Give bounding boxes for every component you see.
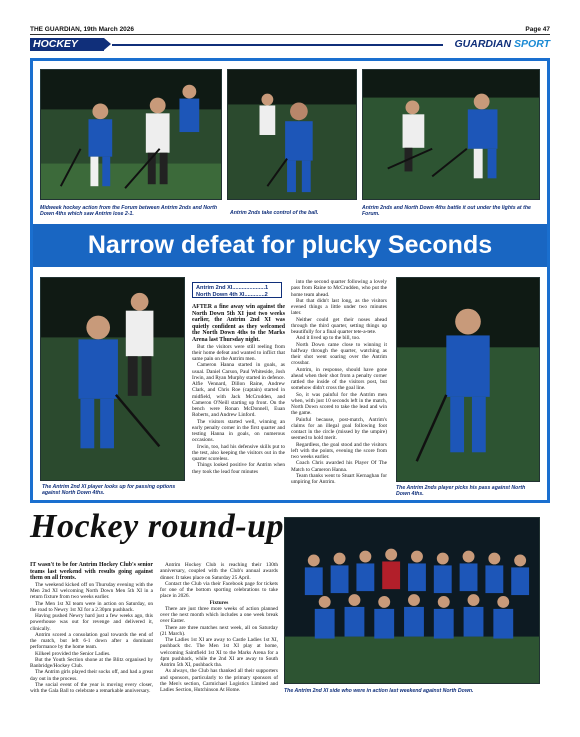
masthead-paper-date: THE GUARDIAN, 19th March 2026 [30, 26, 135, 33]
caption-battle-under-lights: Antrim 2nds and North Down 4ths battle it out under the lights at the Forum. [362, 205, 531, 218]
caption-team: The Antrim 2nd XI side who were in action last weekend against North Down. [284, 688, 474, 694]
roundup-paragraph: Having pushed Newry hard just a few weeks ago, this powerhouse was out for revenge and delivered it, clinically. [30, 613, 153, 632]
top-rule [30, 34, 550, 35]
roundup-paragraph: As always, the Club has thanked all their supporters and sponsors, particularly to the primary sponsors of the Men's section, Carmichael Logistics Limited and Ladies Section, Hutchinson At Home. [160, 668, 278, 693]
story-paragraph: North Down came close to winning it halfway through the quarter, watching as their shot went soaring over the Antrim crossbar. [291, 341, 387, 367]
main-headline: Narrow defeat for plucky Seconds [33, 224, 547, 267]
score-box [192, 282, 282, 298]
story-paragraph: The visitors started well, winning an early penalty corner in the first quarter and testing Hanna in goals, on numerous occasions. [192, 418, 285, 444]
story-paragraph: Irwin, too, had his defensive skills put to the test, also keeping the visitors out in the quarter scoreless. [192, 443, 285, 463]
roundup-paragraph: Contact the Club via their Facebook page for tickets for one of the bottom sporting celebrations to take place in 2026. [160, 580, 278, 600]
story-column-1 [192, 304, 285, 475]
section-tag-label: HOCKEY [33, 38, 78, 50]
story-paragraph: Antrim, in response, should have gone ahead when their shot from a penalty corner rattled the inside of the visitors post, but somehow didn't cross the goal line. [291, 366, 387, 392]
caption-ball-control: Antrim 2nds take control of the ball. [230, 210, 319, 216]
photo-ball-control [227, 69, 357, 200]
roundup-paragraph: The Antrim girls played their socks off, and had a great day out in the process. [30, 669, 153, 682]
story-paragraph: Team thanks went to Stuart Kernaghan for umpiring for Antrim. [291, 472, 387, 485]
score-away: North Down 4th XI.............2 [196, 291, 268, 298]
photo-battle-under-lights [362, 69, 540, 200]
story-paragraph: And it lived up to the bill, too. [296, 335, 361, 342]
roundup-paragraph: But the Youth Section shone at the Blitz organised by Banbridge/Hockey Club. [30, 656, 153, 670]
caption-looks-up-for-pass: The Antrim 2nd XI player looks up for passing options against North Down 4ths. [42, 484, 176, 497]
story-paragraph: But that didn't last long, as the visitors evened things a little under two minutes later. [291, 297, 387, 317]
story-lead: AFTER a fine away win against the North Down 5th XI just two weeks earlier, the Antrim 2nd XI was quietly confident as they welcomed the North Down 4ths to the Marks Arena last Thursday night. [192, 304, 285, 343]
photo-team [284, 517, 540, 684]
story-column-2 [291, 279, 387, 485]
fixtures-heading: Fixtures [209, 599, 229, 606]
roundup-title: Hockey round-up [30, 508, 284, 545]
roundup-paragraph: Kilkeel provided the Senior Ladies. [35, 650, 111, 657]
roundup-paragraph: The Ladies 1st XI are away to Castle Ladies 1st XI, pushback tbc. The Men 1st XI play at home, welcoming Saintfield 1st XI to the Marks Arena for a 4pm pushback, while the 2nd XI are away to South Antrim 5th XI, pushback tba. [160, 637, 278, 668]
section-tag-arrow [104, 38, 111, 50]
caption-picks-pass: The Antrim 2nds player picks his pass against North Down 4ths. [396, 485, 526, 498]
roundup-paragraph: The Men 1st XI team were in action on Saturday, on the road to Newry 1st XI for a 2.30pm pushback. [30, 600, 153, 613]
brand-main: GUARDIAN [454, 38, 512, 50]
story-paragraph: But the visitors were still reeling from their home defeat and wanted to inflict that same pain on the Antrim men. [192, 343, 285, 363]
story-paragraph: Things looked positive for Antrim when they took the lead four minutes [192, 462, 285, 475]
score-home: Antrim 2nd XI.....................1 [196, 285, 269, 291]
caption-midweek-action: Midweek hockey action from the Forum between Antrim 2nds and North Down 4ths which saw Antrim lose 2-1. [40, 205, 218, 218]
story-paragraph: Regardless, the goal stood and the visitors left with the points, evening the score from two weeks earlier. [291, 441, 387, 460]
roundup-paragraph: There are just three more weeks of action planned over the next month which includes a one week break over Easter. [160, 605, 278, 625]
brand-logo [455, 38, 551, 50]
story-paragraph: Cameron Hanna started in goals, as usual. Daniel Carson, Paul Whiteside, Josh Irwin, and Ryan Murphy started in defence. Alfie Vennard, Dillon Raine, Andrew Clark, and Chris Roe (captain) started in midfield, with Jack McCrudden, and Cameron O'Neill starting up front. On the bench were Ronan McDonnell, Euan Roberts, and Andrew Linford. [192, 362, 285, 419]
story-paragraph: So, it was painful for the Antrim men when, with just 10 seconds left in the match, North Down scored to take the lead and win the game. [291, 391, 387, 417]
roundup-paragraph: Antrim scored a consolation goal towards the end of the match, but left 6-1 down after a dominant performance by the home team. [30, 631, 153, 651]
story-paragraph: Neither could get their noses ahead through the third quarter, setting things up beautifully for a final quarter tete-a-tete. [291, 316, 387, 335]
masthead-page-number: Page 47 [525, 26, 550, 33]
roundup-lead: IT wasn't to be for Antrim Hockey Club's senior teams last weekend with results going against them on all fronts. [30, 562, 153, 582]
story-paragraph: Painful because, post-match, Antrim's claims for an illegal goal following foot contact in the circle (missed by the umpire) seemed to hold merit. [291, 416, 387, 442]
roundup-paragraph: Antrim Hockey Club is reaching their 130th anniversary, coupled with the Club's annual awards dinner. It takes place on Saturday 25 April. [160, 562, 278, 581]
roundup-paragraph: There are three matches next week, all on Saturday (21 March). [160, 624, 278, 637]
roundup-paragraph: The social event of the year is moving every closer, with the Gala Ball to celebrate a remarkable anniversary. [30, 681, 153, 695]
section-tag [30, 38, 104, 51]
section-rule [112, 44, 443, 46]
roundup-paragraph: The weekend kicked off on Thursday evening with the Men 2nd XI welcoming North Down Men 5th XI in a return fixture from two weeks earlier. [30, 581, 153, 601]
brand-sport: SPORT [514, 38, 550, 50]
roundup-column-2 [160, 562, 278, 693]
story-paragraph: into the second quarter following a lovely pass from Raine to McCrudden, who put the home team ahead. [291, 279, 387, 298]
photo-picks-pass [396, 277, 540, 482]
photo-midweek-action [40, 69, 222, 200]
photo-looks-up-for-pass [40, 277, 185, 481]
story-paragraph: Coach Chris awarded his Player Of The Match to Cameron Hanna. [291, 460, 387, 473]
roundup-column-1 [30, 562, 153, 694]
